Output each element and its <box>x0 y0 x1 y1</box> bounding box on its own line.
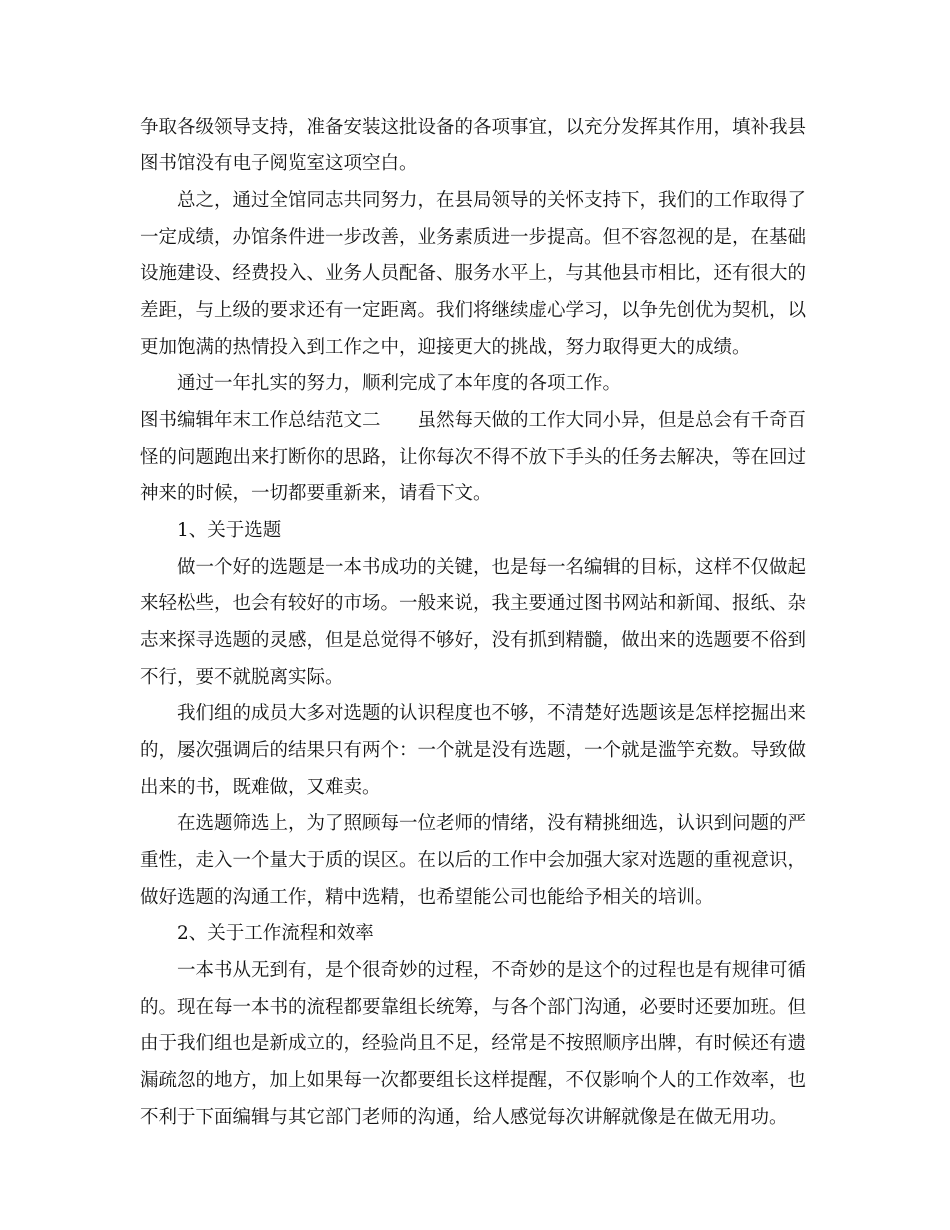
text-line: 一本书从无到有，是个很奇妙的过程，不奇妙的是这个的过程也是有规律可循 <box>177 960 807 981</box>
text-line: 出来的书，既难做，又难卖。 <box>140 777 381 798</box>
text-line: 的。现在每一本书的流程都要靠组长统筹，与各个部门沟通，必要时还要加班。但 <box>140 997 807 1018</box>
text-line: 重性，走入一个量大于质的误区。在以后的工作中会加强大家对选题的重视意识， <box>140 850 807 871</box>
text-line: 神来的时候，一切都要重新来，请看下文。 <box>140 483 492 504</box>
text-line: 设施建设、经费投入、业务人员配备、服务水平上，与其他县市相比，还有很大的 <box>140 263 807 284</box>
text-line: 做好选题的沟通工作，精中选精，也希望能公司也能给予相关的培训。 <box>140 887 714 908</box>
text-line: 图书馆没有电子阅览室这项空白。 <box>140 153 418 174</box>
heading-topic-selection: 1、关于选题 <box>177 520 282 541</box>
text-line: 差距，与上级的要求还有一定距离。我们将继续虚心学习，以争先创优为契机，以 <box>140 300 807 321</box>
text-line: 更加饱满的热情投入到工作之中，迎接更大的挑战，努力取得更大的成绩。 <box>140 337 751 358</box>
heading-workflow-efficiency: 2、关于工作流程和效率 <box>177 923 374 944</box>
text-line: 总之，通过全馆同志共同努力，在县局领导的关怀支持下，我们的工作取得了 <box>177 190 807 211</box>
text-line: 一定成绩，办馆条件进一步改善，业务素质进一步提高。但不容忽视的是，在基础 <box>140 227 807 248</box>
text-line: 不行，要不就脱离实际。 <box>140 667 344 688</box>
text-line: 做一个好的选题是一本书成功的关键，也是每一名编辑的目标，这样不仅做起 <box>177 557 807 578</box>
text-line: 怪的问题跑出来打断你的思路，让你每次不得不放下手头的任务去解决，等在回过 <box>140 447 807 468</box>
text-line: 在选题筛选上，为了照顾每一位老师的情绪，没有精挑细选，认识到问题的严 <box>177 813 807 834</box>
text-line: 争取各级领导支持，准备安装这批设备的各项事宜，以充分发挥其作用，填补我县 <box>140 117 807 138</box>
text-line: 不利于下面编辑与其它部门老师的沟通，给人感觉每次讲解就像是在做无用功。 <box>140 1107 788 1128</box>
text-line: 漏疏忽的地方，加上如果每一次都要组长这样提醒，不仅影响个人的工作效率，也 <box>140 1070 807 1091</box>
text-line: 来轻松些，也会有较好的市场。一般来说，我主要通过图书网站和新闻、报纸、杂 <box>140 593 807 614</box>
text-line: 的，屡次强调后的结果只有两个：一个就是没有选题，一个就是滥竽充数。导致做 <box>140 740 807 761</box>
text-line: 志来探寻选题的灵感，但是总觉得不够好，没有抓到精髓，做出来的选题要不俗到 <box>140 630 807 651</box>
text-line: 由于我们组也是新成立的，经验尚且不足，经常是不按照顺序出牌，有时候还有遗 <box>140 1033 807 1054</box>
text-line: 我们组的成员大多对选题的认识程度也不够，不清楚好选题该是怎样挖掘出来 <box>177 703 807 724</box>
section-title-line: 图书编辑年末工作总结范文二 虽然每天做的工作大同小异，但是总会有千奇百 <box>140 410 807 431</box>
text-line: 通过一年扎实的努力，顺利完成了本年度的各项工作。 <box>177 373 622 394</box>
